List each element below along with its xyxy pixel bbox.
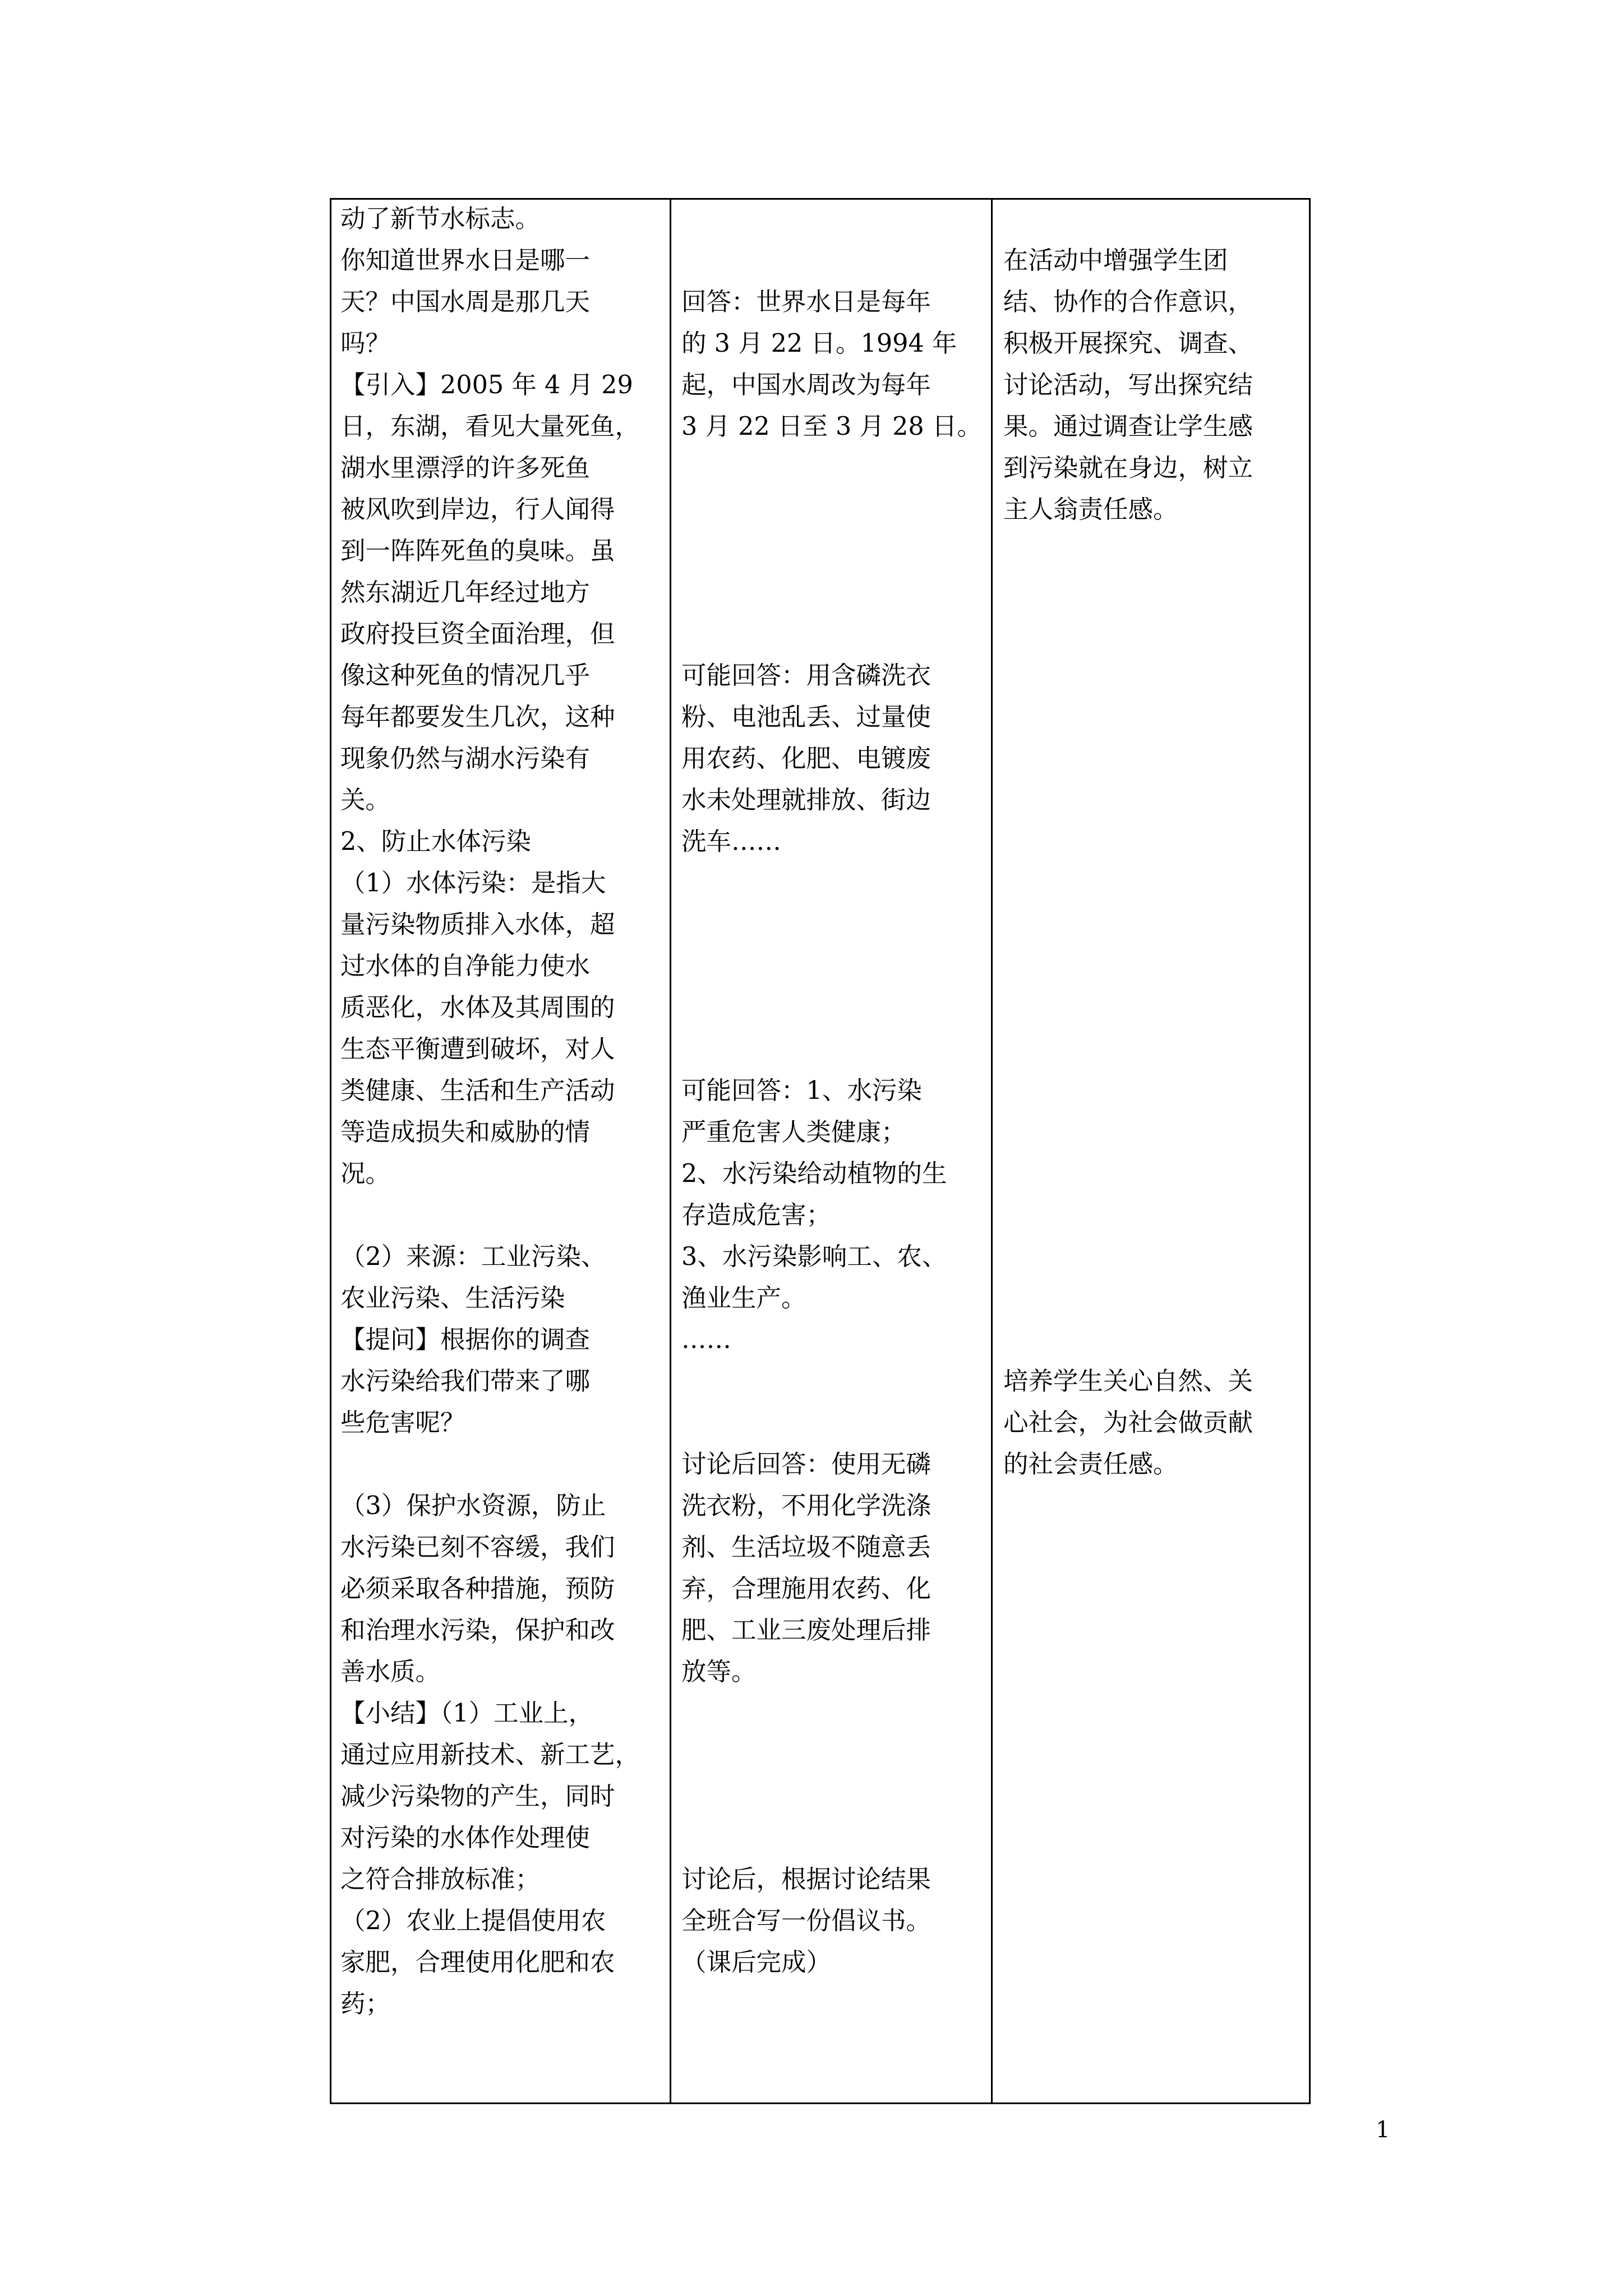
teacher-activity-line: 关。 [340,786,391,815]
design-intent-line: 培养学生关心自然、关 [1003,1367,1253,1396]
student-activity-line: 存造成危害； [681,1201,832,1230]
teacher-activity-line: 被风吹到岸边，行人闻得 [340,495,615,524]
student-activity-line: 弃，合理施用农药、化 [681,1575,932,1603]
page-number: 1 [1376,2117,1390,2143]
section-heading: 2、防止水体污染 [340,827,531,856]
student-activity-line: 3 月 22 日至 3 月 28 日。 [681,412,982,441]
teacher-activity-line: 通过应用新技术、新工艺， [340,1741,640,1769]
design-intent-line: 的社会责任感。 [1003,1450,1178,1479]
design-intent-line: 主人翁责任感。 [1003,495,1178,524]
design-intent-line: 结、协作的合作意识， [1003,288,1253,316]
teacher-activity-line: （1）水体污染：是指大 [340,869,606,898]
teacher-activity-line: 【引入】2005 年 4 月 29 [340,371,633,399]
teacher-activity-line: 你知道世界水日是哪一 [340,246,591,275]
teacher-activity-line: 等造成损失和威胁的情 [340,1118,591,1147]
teacher-activity-line: 善水质。 [340,1658,441,1686]
teacher-activity-line: 然东湖近几年经过地方 [340,578,591,607]
student-activity-line: 洗衣粉，不用化学洗涤 [681,1492,932,1520]
student-activity-line: 肥、工业三废处理后排 [681,1616,932,1645]
teacher-activity-line: 【提问】根据你的调查 [340,1326,591,1354]
design-intent-line: 到污染就在身边，树立 [1003,454,1253,482]
student-activity-line: 洗车…… [681,827,782,856]
student-activity-line: 可能回答：1、水污染 [681,1076,922,1105]
student-activity-line: 严重危害人类健康； [681,1118,906,1147]
student-activity-line: …… [681,1326,731,1354]
column-divider [991,200,993,2102]
teacher-activity-line: 到一阵阵死鱼的臭味。虽 [340,537,615,565]
student-activity-line: 起，中国水周改为每年 [681,371,932,399]
student-activity-line: 渔业生产。 [681,1284,806,1313]
teacher-activity-line: （2）来源：工业污染、 [340,1243,606,1271]
student-activity-line: 放等。 [681,1658,757,1686]
lesson-table [330,198,1311,2104]
student-activity-line: 剂、生活垃圾不随意丢 [681,1533,932,1562]
teacher-activity-line: 水污染已刻不容缓，我们 [340,1533,615,1562]
student-activity-line: 讨论后，根据讨论结果 [681,1865,932,1894]
teacher-activity-line: 质恶化，水体及其周围的 [340,993,615,1022]
teacher-activity-line: （3）保护水资源，防止 [340,1492,606,1520]
student-activity-line: （课后完成） [681,1948,832,1977]
student-activity-line: 水未处理就排放、街边 [681,786,932,815]
teacher-activity-line: 农业污染、生活污染 [340,1284,565,1313]
teacher-activity-line: 日，东湖，看见大量死鱼， [340,412,640,441]
teacher-activity-line: 政府投巨资全面治理，但 [340,620,615,648]
teacher-activity-line: （2）农业上提倡使用农 [340,1907,606,1935]
teacher-activity-line: 生态平衡遭到破坏，对人 [340,1035,615,1064]
teacher-activity-line: 动了新节水标志。 [340,205,541,233]
teacher-activity-line: 现象仍然与湖水污染有 [340,744,591,773]
teacher-activity-line: 过水体的自净能力使水 [340,952,591,981]
teacher-activity-line: 况。 [340,1159,391,1188]
teacher-activity-line: 湖水里漂浮的许多死鱼 [340,454,591,482]
teacher-activity-line: 类健康、生活和生产活动 [340,1076,615,1105]
design-intent-line: 积极开展探究、调查、 [1003,329,1253,358]
teacher-activity-line: 吗？ [340,329,391,358]
teacher-activity-line: 家肥，合理使用化肥和农 [340,1948,615,1977]
student-activity-line: 的 3 月 22 日。1994 年 [681,329,957,358]
student-activity-line: 回答：世界水日是每年 [681,288,932,316]
student-activity-line: 可能回答：用含磷洗衣 [681,661,932,690]
student-activity-line: 用农药、化肥、电镀废 [681,744,932,773]
teacher-activity-line: 水污染给我们带来了哪 [340,1367,591,1396]
teacher-activity-line: 像这种死鱼的情况几乎 [340,661,591,690]
teacher-activity-line: 减少污染物的产生，同时 [340,1782,615,1811]
design-intent-line: 心社会，为社会做贡献 [1003,1409,1253,1437]
teacher-activity-line: 量污染物质排入水体，超 [340,910,615,939]
teacher-activity-line: 和治理水污染，保护和改 [340,1616,615,1645]
design-intent-line: 讨论活动，写出探究结 [1003,371,1253,399]
teacher-activity-line: 每年都要发生几次，这种 [340,703,615,731]
teacher-activity-line: 之符合排放标准； [340,1865,541,1894]
teacher-activity-line: 天？中国水周是那几天 [340,288,591,316]
teacher-activity-line: 药； [340,1990,391,2018]
design-intent-line: 果。通过调查让学生感 [1003,412,1253,441]
design-intent-line: 在活动中增强学生团 [1003,246,1228,275]
teacher-activity-line: 些危害呢？ [340,1409,465,1437]
student-activity-line: 全班合写一份倡议书。 [681,1907,932,1935]
student-activity-line: 粉、电池乱丢、过量使 [681,703,932,731]
teacher-activity-line: 必须采取各种措施，预防 [340,1575,615,1603]
student-activity-line: 2、水污染给动植物的生 [681,1159,947,1188]
teacher-activity-line: 对污染的水体作处理使 [340,1824,591,1852]
column-divider [670,200,671,2102]
student-activity-line: 3、水污染影响工、农、 [681,1243,947,1271]
teacher-activity-line: 【小结】（1）工业上， [340,1699,594,1728]
student-activity-line: 讨论后回答：使用无磷 [681,1450,932,1479]
